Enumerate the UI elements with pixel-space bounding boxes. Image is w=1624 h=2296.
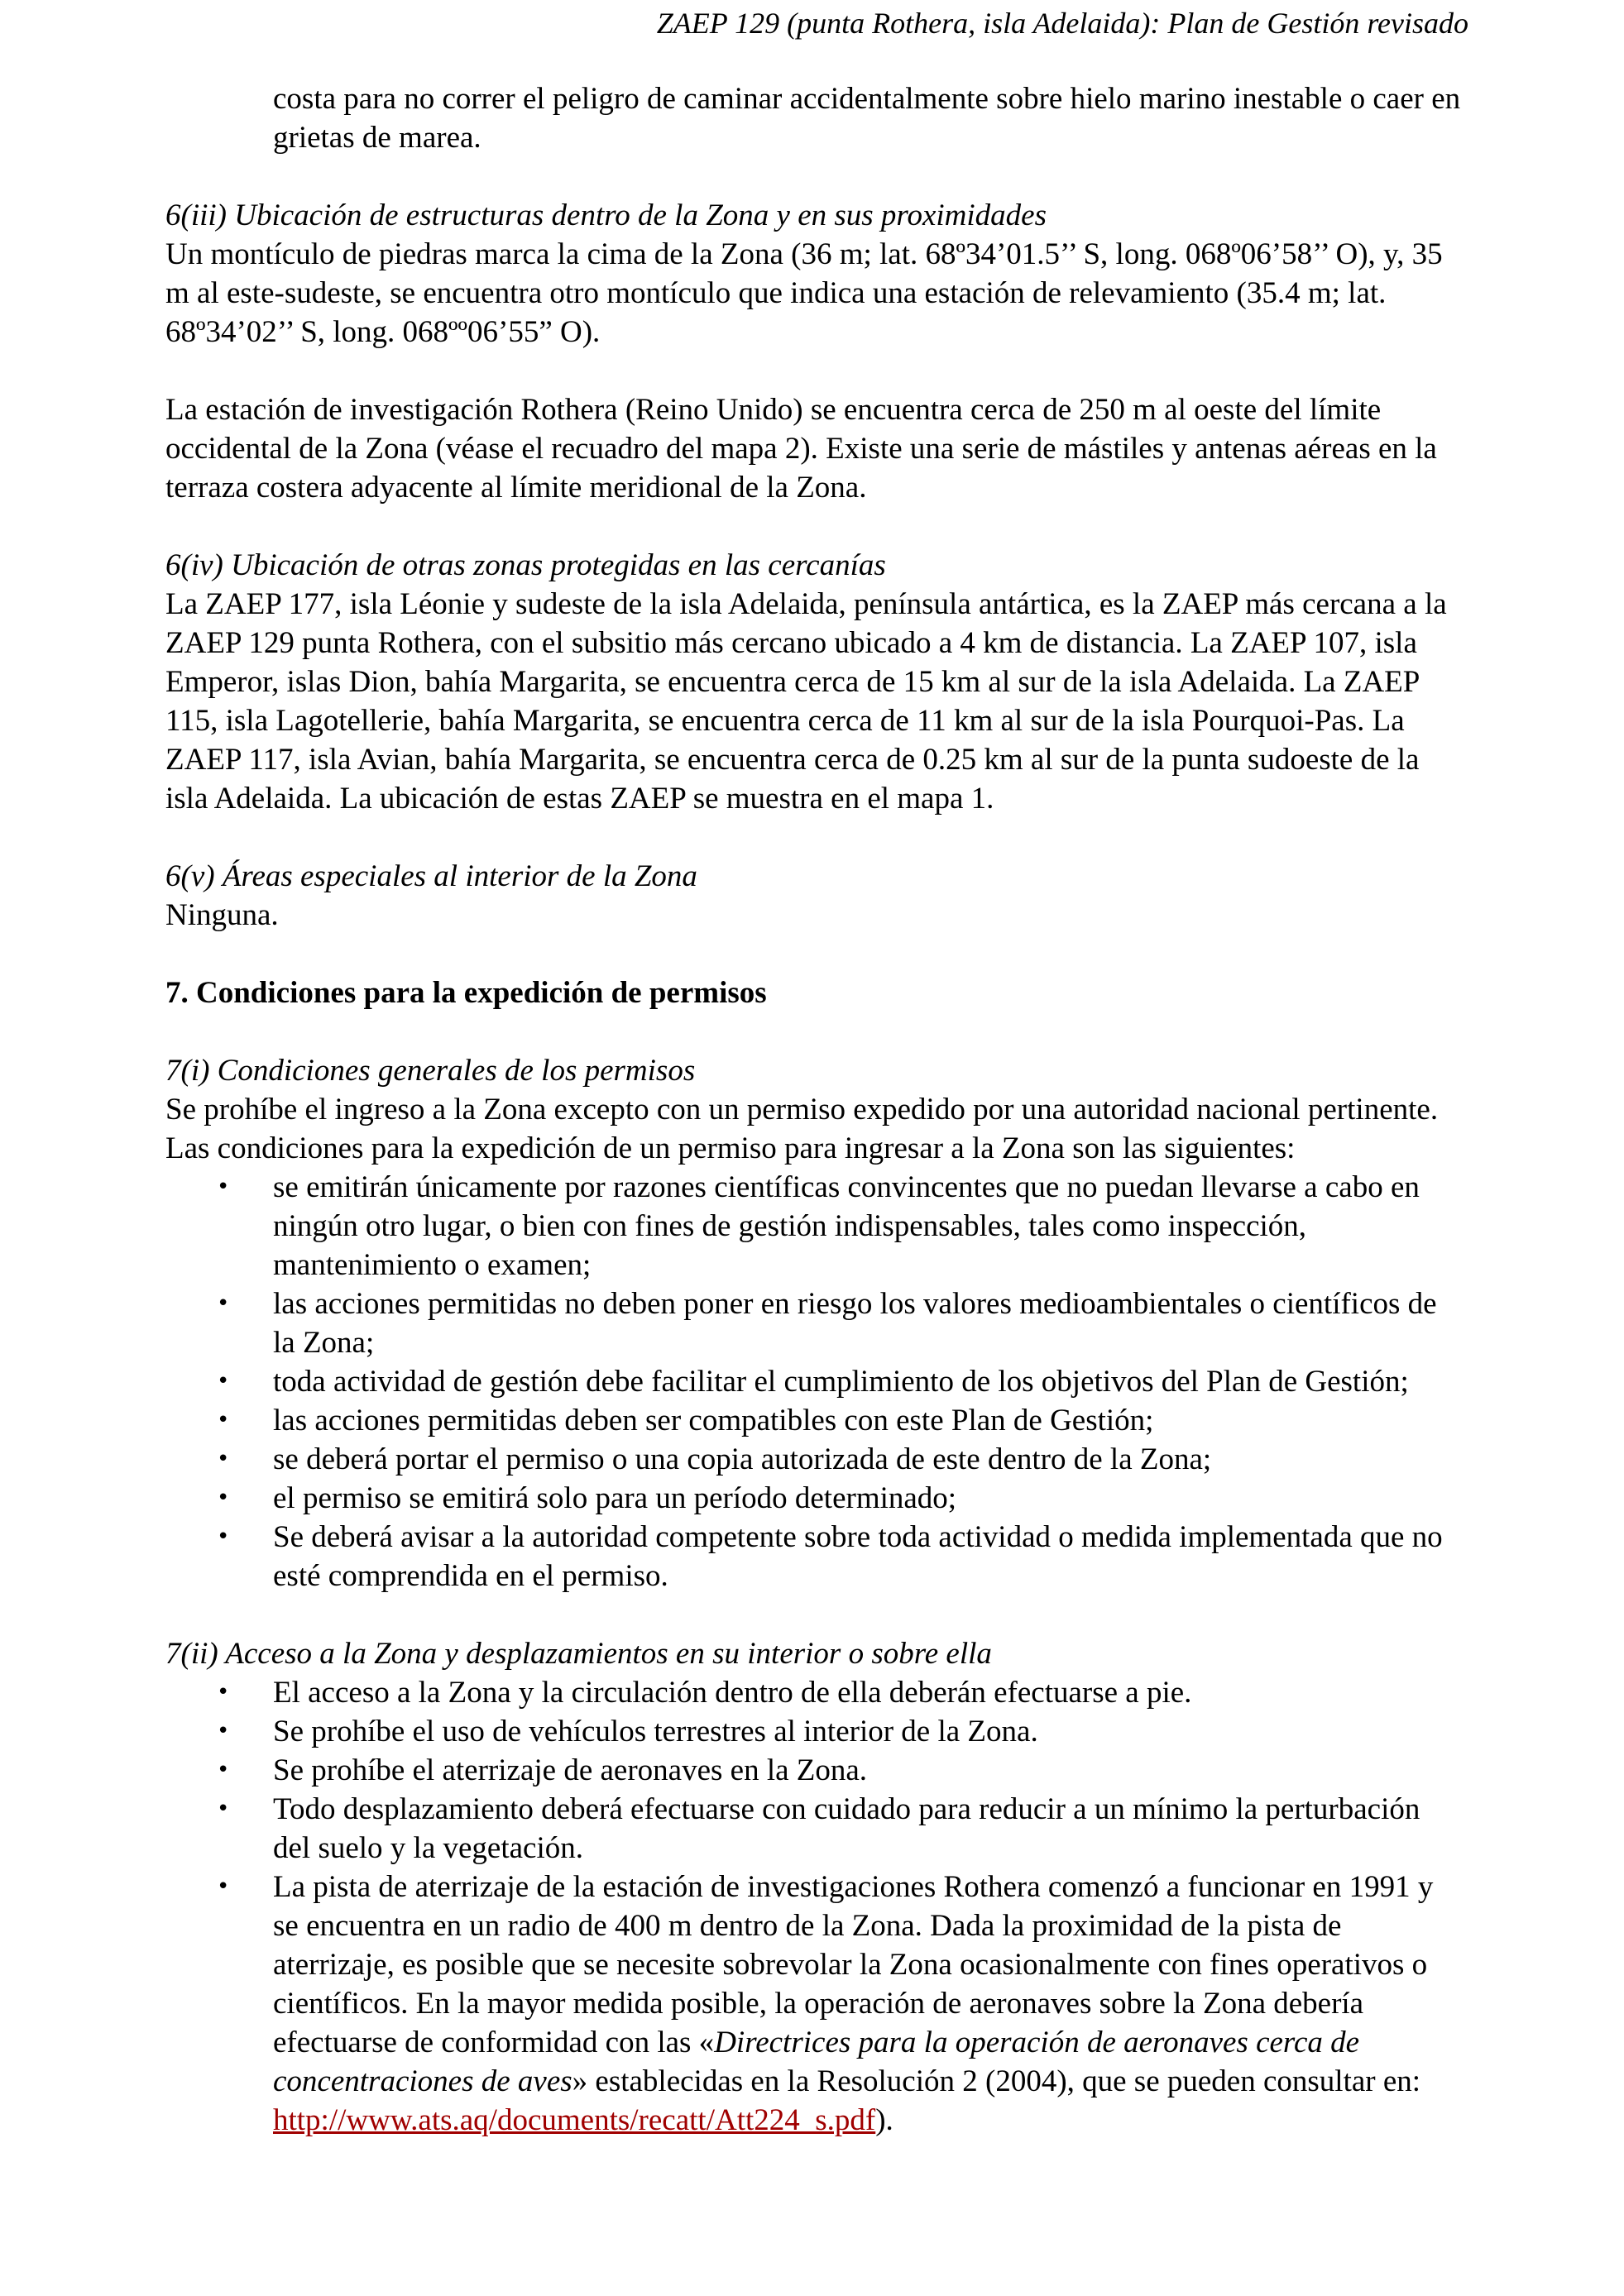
list-item: • Se deberá avisar a la autoridad competente sobre toda actividad o medida implementada que no esté comprendida en el permiso. [165,1518,1464,1595]
bullet-icon: • [217,1369,230,1394]
section-7 [165,973,1464,1012]
continuation-paragraph: costa para no correr el peligro de caminar accidentalmente sobre hielo marino inestable o caer en grietas de marea. [273,82,1461,155]
section-6iv [165,546,1464,818]
list-item: • La pista de aterrizaje de la estación de investigaciones Rothera comenzó a funcionar en 1991 y se encuentra en un radio de 400 m dentro de la Zona. Dada la proximidad de la pista de aterrizaje, es posible que se necesite sobrevolar la Zona ocasionalmente con fines operativos o científicos. En la mayor medida posible, la operación de aeronaves sobre la Zona debería efectuarse de conformidad con las «Directrices para la operación de aeronaves cerca de concentraciones de aves» establecidas en la Resolución 2 (2004), que se pueden consultar en: http://www.ats.aq/documents/recatt/Att224_s.pdf). [165,1868,1464,2140]
list-item: • se deberá portar el permiso o una copia autorizada de este dentro de la Zona; [165,1440,1464,1479]
section-7i-bullet-list [165,1168,1464,1595]
section-6iii [165,196,1464,507]
list-item: • el permiso se emitirá solo para un período determinado; [165,1479,1464,1518]
bullet-icon: • [217,1758,230,1782]
section-6iii-paragraph-1: Un montículo de piedras marca la cima de la Zona (36 m; lat. 68º34’01.5’’ S, long. 068º06’58’’ O), y, 35 m al este-sudeste, se encuentra otro montículo que indica una estación de relevamiento (35.4 m; lat. 68º34’02’’ S, long. 068ºº06’55” O). [165,237,1443,349]
list-item: • se emitirán únicamente por razones científicas convincentes que no puedan llevarse a cabo en ningún otro lugar, o bien con fines de gestión indispensables, tales como inspección, mantenimiento o examen; [165,1168,1464,1284]
section-7-heading: 7. Condiciones para la expedición de permisos [165,976,767,1010]
bullet-icon: • [217,1524,230,1549]
bullet-icon: • [217,1680,230,1705]
list-item: • las acciones permitidas no deben poner en riesgo los valores medioambientales o científicos de la Zona; [165,1284,1464,1362]
list-item: • Todo desplazamiento deberá efectuarse con cuidado para reducir a un mínimo la perturbación del suelo y la vegetación. [165,1790,1464,1868]
section-7ii-bullet-list [165,1673,1464,2140]
section-7i-paragraph: Se prohíbe el ingreso a la Zona excepto con un permiso expedido por una autoridad nacional pertinente. Las condiciones para la expedición de un permiso para ingresar a la Zona son las siguientes: [165,1093,1439,1165]
section-7ii-heading: 7(ii) Acceso a la Zona y desplazamientos en su interior o sobre ella [165,1637,992,1671]
section-7i [165,1051,1464,1595]
guidelines-link[interactable]: http://www.ats.aq/documents/recatt/Att224_s.pdf [273,2103,876,2137]
list-item: • Se prohíbe el aterrizaje de aeronaves en la Zona. [165,1751,1464,1790]
section-7i-heading: 7(i) Condiciones generales de los permisos [165,1054,696,1088]
section-6iv-paragraph: La ZAEP 177, isla Léonie y sudeste de la isla Adelaida, península antártica, es la ZAEP más cercana a la ZAEP 129 punta Rothera, con el subsitio más cercano ubicado a 4 km de distancia. La ZAEP 107, isla Emperor, islas Dion, bahía Margarita, se encuentra cerca de 15 km al sur de la isla Adelaida. La ZAEP 115, isla Lagotellerie, bahía Margarita, se encuentra cerca de 11 km al sur de la isla Pourquoi-Pas. La ZAEP 117, isla Avian, bahía Margarita, se encuentra cerca de 0.25 km al sur de la punta sudoeste de la isla Adelaida. La ubicación de estas ZAEP se muestra en el mapa 1. [165,587,1447,816]
section-7ii [165,1634,1464,2140]
bullet-icon: • [217,1796,230,1821]
document-body [165,79,1464,2140]
list-item: • toda actividad de gestión debe facilitar el cumplimiento de los objetivos del Plan de Gestión; [165,1362,1464,1401]
section-6iv-heading: 6(iv) Ubicación de otras zonas protegidas en las cercanías [165,548,886,582]
bullet-icon: • [217,1874,230,1899]
bullet-icon: • [217,1719,230,1744]
list-item: • las acciones permitidas deben ser compatibles con este Plan de Gestión; [165,1401,1464,1440]
bullet-icon: • [217,1408,230,1433]
bullet-icon: • [217,1485,230,1510]
section-6iii-paragraph-2: La estación de investigación Rothera (Reino Unido) se encuentra cerca de 250 m al oeste del límite occidental de la Zona (véase el recuadro del mapa 2). Existe una serie de mástiles y antenas aéreas en la terraza costera adyacente al límite meridional de la Zona. [165,393,1437,505]
section-6v [165,857,1464,935]
bullet-icon: • [217,1174,230,1199]
section-6v-paragraph: Ninguna. [165,898,279,932]
guidelines-title: Directrices para la operación de aeronaves cerca de concentraciones de aves [273,2026,1360,2098]
section-6iii-heading: 6(iii) Ubicación de estructuras dentro de la Zona y en sus proximidades [165,199,1047,232]
bullet-icon: • [217,1447,230,1471]
bullet-icon: • [217,1291,230,1316]
list-item: • Se prohíbe el uso de vehículos terrestres al interior de la Zona. [165,1712,1464,1751]
running-header: ZAEP 129 (punta Rothera, isla Adelaida): Plan de Gestión revisado [656,7,1468,40]
section-6v-heading: 6(v) Áreas especiales al interior de la Zona [165,859,697,893]
list-item: • El acceso a la Zona y la circulación dentro de ella deberán efectuarse a pie. [165,1673,1464,1712]
